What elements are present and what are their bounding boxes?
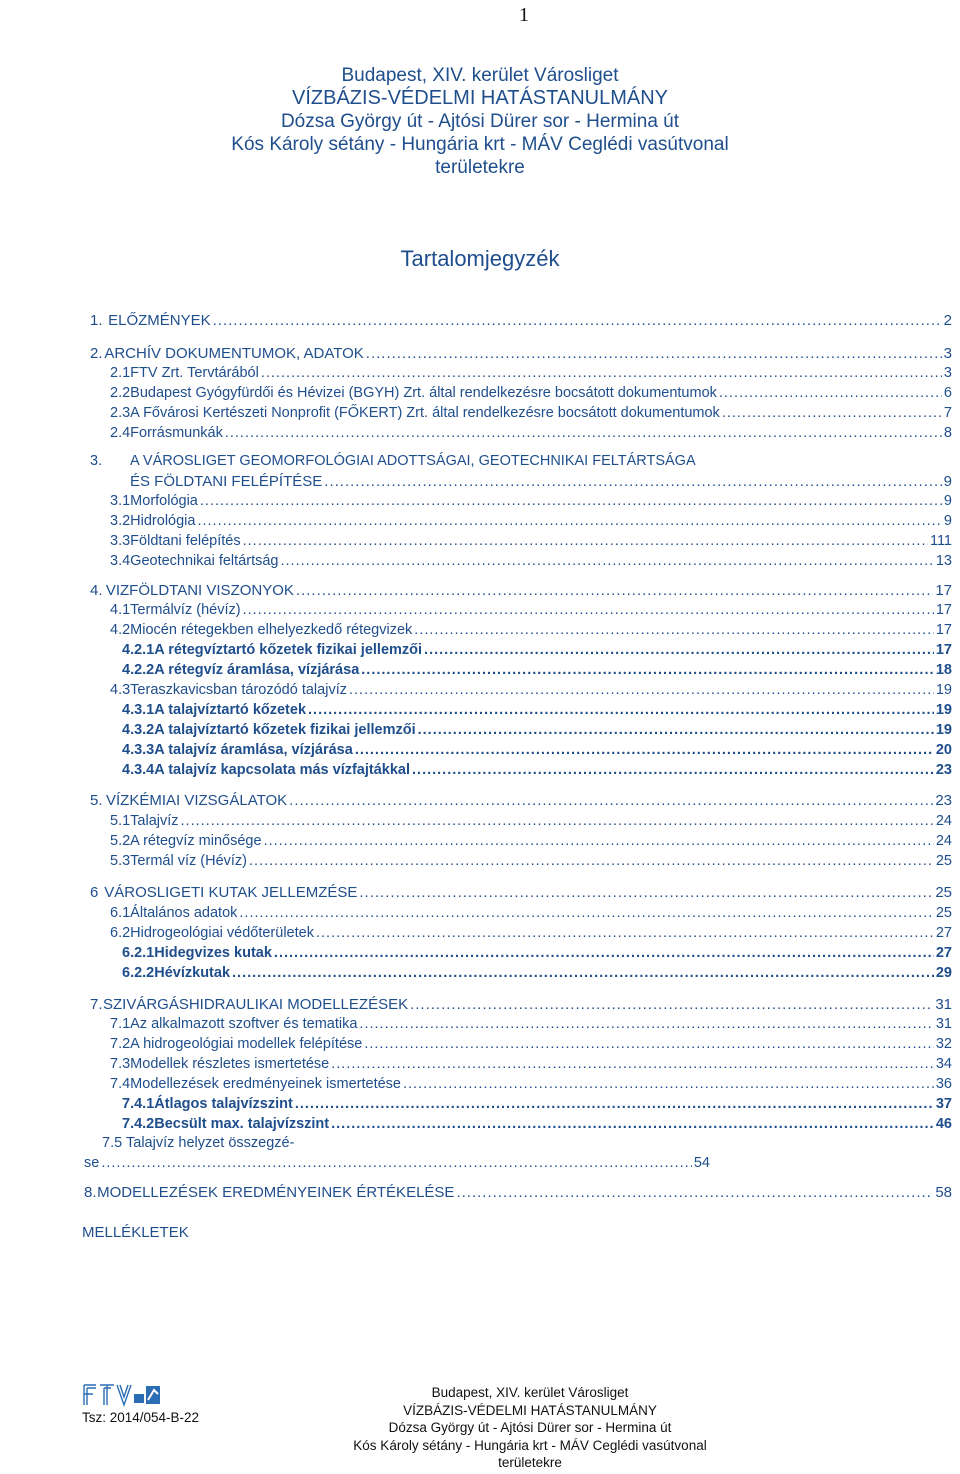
toc-entry-number: 5.1 <box>110 813 131 829</box>
toc-leader-dots <box>456 1184 933 1201</box>
toc-entry-text: A hidrogeológiai modellek felépítése <box>130 1036 363 1052</box>
toc-entry-number: 3.2 <box>110 513 131 529</box>
toc-entry-2-1[interactable] <box>110 365 952 385</box>
toc-entry-page: 31 <box>935 1016 952 1032</box>
toc-entry-text: Termál víz (Hévíz) <box>130 853 247 869</box>
toc-entry-number: 4.3 <box>110 682 131 698</box>
toc-entry-text: Általános adatok <box>130 905 238 921</box>
toc-leader-dots <box>361 662 934 678</box>
toc-entry-text: A talajvíz kapcsolata más vízfajtákkal <box>154 762 411 778</box>
toc-entry-number: 4.3.4 <box>122 762 155 778</box>
ftv-logo <box>82 1382 162 1408</box>
page-footer <box>0 1382 960 1474</box>
toc-entry-5[interactable] <box>90 792 952 812</box>
toc-entry-number: 5.3 <box>110 853 131 869</box>
toc-entry-number: 4.3.2 <box>122 722 155 738</box>
toc-entry-number: 6.1 <box>110 905 131 921</box>
toc-entry-number: 6.2 <box>110 925 131 941</box>
toc-entry-page: 31 <box>935 996 952 1013</box>
toc-entry-text: Modellek részletes ismertetése <box>130 1056 330 1072</box>
toc-entry-text: VIZFÖLDTANI VISZONYOK <box>105 582 294 599</box>
toc-entry-1[interactable] <box>90 312 952 332</box>
toc-entry-text: Teraszkavicsban tározódó talajvíz <box>130 682 347 698</box>
toc-entry-3-text[interactable]: A VÁROSLIGET GEOMORFOLÓGIAI ADOTTSÁGAI, GEOTECHNIKAI FELTÁRTSÁGA <box>130 453 696 469</box>
toc-entry-number: 5. <box>90 792 103 809</box>
toc-entry-4-1[interactable] <box>110 602 952 622</box>
toc-leader-dots <box>410 996 933 1013</box>
toc-leader-dots <box>101 1155 692 1171</box>
toc-entry-7-2[interactable] <box>110 1036 952 1056</box>
toc-entry-number: 7.1 <box>110 1016 131 1032</box>
toc-entry-3-3[interactable] <box>110 533 952 553</box>
toc-leader-dots <box>261 365 942 381</box>
toc-entry-3-4[interactable] <box>110 553 952 573</box>
toc-entry-page: 9 <box>943 473 952 490</box>
toc-entry-page: 3 <box>943 345 952 362</box>
toc-entry-number: 2.2 <box>110 385 131 401</box>
header-area-line2: Kós Károly sétány - Hungária krt - MÁV Ceglédi vasútvonal <box>231 134 729 155</box>
toc-entry-text: Termálvíz (hévíz) <box>130 602 241 618</box>
toc-entry-page: 25 <box>935 884 952 901</box>
toc-leader-dots <box>274 945 934 961</box>
toc-entry-text-continued: ÉS FÖLDTANI FELÉPÍTÉSE <box>130 473 323 490</box>
toc-entry-page: 17 <box>935 582 952 599</box>
toc-entry-7-3[interactable] <box>110 1056 952 1076</box>
toc-entry-page: 37 <box>935 1096 952 1112</box>
toc-entry-text: A talajvíztartó kőzetek fizikai jellemzői <box>154 722 416 738</box>
toc-leader-dots <box>296 582 933 599</box>
toc-leader-dots <box>349 682 934 698</box>
toc-leader-dots <box>200 493 942 509</box>
toc-entry-5-3[interactable] <box>110 853 952 873</box>
footer-line2: VÍZBÁZIS-VÉDELMI HATÁSTANULMÁNY <box>403 1402 657 1418</box>
toc-leader-dots <box>243 602 934 618</box>
footer-line4: Kós Károly sétány - Hungária krt - MÁV Ceglédi vasútvonal <box>353 1437 707 1453</box>
header-title: VÍZBÁZIS-VÉDELMI HATÁSTANULMÁNY <box>292 87 668 109</box>
toc-entry-page: 27 <box>935 925 952 941</box>
toc-entry-text: Modellezések eredményeinek ismertetése <box>130 1076 401 1092</box>
toc-entry-number: 3.3 <box>110 533 131 549</box>
toc-entry-7-5-text[interactable]: Talajvíz helyzet összegzé- <box>126 1135 295 1151</box>
toc-entry-number: 6 <box>90 884 99 901</box>
toc-entry-4-3[interactable] <box>110 682 952 702</box>
toc-entry-2-2[interactable] <box>110 385 952 405</box>
toc-entry-text: Budapest Gyógyfürdői és Hévizei (BGYH) Zrt. által rendelkezésre bocsátott dokumentumok <box>130 385 717 401</box>
toc-entry-page: 17 <box>935 642 952 658</box>
toc-entry-page: 3 <box>943 365 952 381</box>
toc-entry-number: 7.4 <box>110 1076 131 1092</box>
toc-entry-page: 2 <box>943 312 952 329</box>
toc-leader-dots <box>232 965 934 981</box>
toc-entry-page: 24 <box>935 833 952 849</box>
toc-entry-4-3-4[interactable] <box>122 762 952 782</box>
toc-entry-page: 23 <box>935 762 952 778</box>
toc-entry-text: SZIVÁRGÁSHIDRAULIKAI MODELLEZÉSEK <box>103 996 409 1013</box>
toc-entry-page: 19 <box>935 722 952 738</box>
toc-entry-page: 32 <box>935 1036 952 1052</box>
toc-entry-text: VÁROSLIGETI KUTAK JELLEMZÉSE <box>104 884 358 901</box>
toc-entry-4-3-3[interactable] <box>122 742 952 762</box>
toc-entry-page: 25 <box>935 853 952 869</box>
toc-entry-4-2[interactable] <box>110 622 952 642</box>
toc-entry-page: 19 <box>935 702 952 718</box>
toc-entry-text: VÍZKÉMIAI VIZSGÁLATOK <box>106 792 288 809</box>
toc-leader-dots <box>722 405 942 421</box>
footer-line5: területekre <box>498 1455 562 1470</box>
toc-entry-6[interactable] <box>90 884 952 904</box>
toc-entry-text: Forrásmunkák <box>130 425 223 441</box>
toc-entry-page: 36 <box>935 1076 952 1092</box>
toc-entry-3[interactable] <box>130 473 952 493</box>
toc-leader-dots <box>264 833 934 849</box>
toc-entry-number: 7.4.2 <box>122 1116 155 1132</box>
toc-entry-number: 8. <box>84 1184 97 1201</box>
toc-leader-dots <box>289 792 933 809</box>
toc-leader-dots <box>366 345 942 362</box>
toc-leader-dots <box>316 925 934 941</box>
toc-entry-page: 7 <box>943 405 952 421</box>
toc-entry-number: 3.4 <box>110 553 131 569</box>
toc-entry-7-4-1[interactable] <box>122 1096 952 1116</box>
toc-entry-page: 9 <box>943 493 952 509</box>
toc-entry-3-1[interactable] <box>110 493 952 513</box>
toc-entry-page: 20 <box>935 742 952 758</box>
project-number: Tsz: 2014/054-B-22 <box>82 1410 200 1425</box>
toc-entry-page: 13 <box>935 553 952 569</box>
toc-entry-page: 9 <box>943 513 952 529</box>
toc-leader-dots <box>197 513 941 529</box>
toc-entry-8[interactable] <box>84 1184 952 1204</box>
toc-entry-number: 2. <box>90 345 103 362</box>
toc-leader-dots <box>331 1116 934 1132</box>
toc-entry-7-5-number: 7.5 <box>102 1135 123 1151</box>
toc-leader-dots <box>719 385 942 401</box>
toc-entry-text: Az alkalmazott szoftver és tematika <box>130 1016 358 1032</box>
toc-entry-page: 18 <box>935 662 952 678</box>
toc-leader-dots <box>355 742 934 758</box>
toc-entry-text: Miocén rétegekben elhelyezkedő rétegvizek <box>130 622 413 638</box>
toc-entry-7-4-2[interactable] <box>122 1116 952 1136</box>
footer-address <box>300 1384 760 1472</box>
toc-entry-5-2[interactable] <box>110 833 952 853</box>
toc-entry-text: Becsült max. talajvízszint <box>154 1116 330 1132</box>
toc-entry-page: 34 <box>935 1056 952 1072</box>
toc-leader-dots <box>295 1096 934 1112</box>
toc-entry-text: ARCHÍV DOKUMENTUMOK, ADATOK <box>104 345 364 362</box>
toc-entry-text-continued: se <box>84 1155 100 1171</box>
toc-entry-number: 7.3 <box>110 1056 131 1072</box>
toc-entry-page: 58 <box>935 1184 952 1201</box>
header-area-line3: területekre <box>435 157 525 178</box>
toc-entry-page: 54 <box>693 1155 710 1171</box>
toc-entry-text: MODELLEZÉSEK EREDMÉNYEINEK ÉRTÉKELÉSE <box>97 1184 455 1201</box>
toc-entry-page: 27 <box>935 945 952 961</box>
toc-entry-text: Hévízkutak <box>154 965 231 981</box>
toc-entry-page: 17 <box>935 622 952 638</box>
toc-entry-page: 46 <box>935 1116 952 1132</box>
toc-entry-page: 24 <box>935 813 952 829</box>
toc-entry-4-3-2[interactable] <box>122 722 952 742</box>
toc-leader-dots <box>213 312 942 329</box>
toc-leader-dots <box>280 553 933 569</box>
toc-entry-text: ELŐZMÉNYEK <box>108 312 211 329</box>
toc-entry-number: 6.2.2 <box>122 965 155 981</box>
toc-entry-3-2[interactable] <box>110 513 952 533</box>
toc-entry-text: Geotechnikai feltártság <box>130 553 279 569</box>
toc-entry-number: 4.2 <box>110 622 131 638</box>
toc-entry-number: 7. <box>90 996 103 1013</box>
toc-entry-number: 4.1 <box>110 602 131 618</box>
toc-entry-text: A Fővárosi Kertészeti Nonprofit (FŐKERT) Zrt. által rendelkezésre bocsátott dokumentumok <box>130 405 720 421</box>
toc-entry-number: 4.2.1 <box>122 642 155 658</box>
toc-entry-3-number: 3. <box>90 453 103 469</box>
toc-entry-text: Átlagos talajvízszint <box>154 1096 293 1112</box>
toc-entry-text: Morfológia <box>130 493 198 509</box>
toc-leader-dots <box>324 473 941 490</box>
toc-entry-6-2-1[interactable] <box>122 945 952 965</box>
toc-entry-4-2-1[interactable] <box>122 642 952 662</box>
toc-leader-dots <box>249 853 934 869</box>
toc-leader-dots <box>414 622 934 638</box>
toc-leader-dots <box>181 813 934 829</box>
toc-entry-page: 8 <box>943 425 952 441</box>
appendices-label: MELLÉKLETEK <box>82 1224 189 1241</box>
toc-entry-text: A rétegvíz minősége <box>130 833 262 849</box>
toc-entry-number: 7.2 <box>110 1036 131 1052</box>
toc-entry-7-4[interactable] <box>110 1076 952 1096</box>
toc-entry-text: A talajvíztartó kőzetek <box>154 702 307 718</box>
header-location: Budapest, XIV. kerület Városliget <box>341 65 619 86</box>
toc-leader-dots <box>418 722 934 738</box>
toc-leader-dots <box>331 1056 934 1072</box>
toc-entry-text: Hidegvizes kutak <box>154 945 272 961</box>
toc-entry-text: Földtani felépítés <box>130 533 241 549</box>
toc-entry-7-1[interactable] <box>110 1016 952 1036</box>
toc-leader-dots <box>359 884 933 901</box>
toc-entry-6-2[interactable] <box>110 925 952 945</box>
toc-entry-text: Hidrológia <box>130 513 196 529</box>
toc-leader-dots <box>364 1036 934 1052</box>
toc-leader-dots <box>308 702 934 718</box>
footer-line3: Dózsa György út - Ajtósi Dürer sor - Hermina út <box>388 1420 672 1435</box>
toc-entry-4[interactable] <box>90 582 952 602</box>
toc-entry-text: A rétegvíztartó kőzetek fizikai jellemzői <box>154 642 423 658</box>
toc-leader-dots <box>359 1016 933 1032</box>
toc-entry-page: 19 <box>935 682 952 698</box>
toc-leader-dots <box>403 1076 934 1092</box>
toc-entry-number: 1. <box>90 312 103 329</box>
toc-entry-number: 4.2.2 <box>122 662 155 678</box>
toc-leader-dots <box>424 642 934 658</box>
toc-title: Tartalomjegyzék <box>400 246 560 271</box>
toc-entry-page: 25 <box>935 905 952 921</box>
toc-entry-page: 6 <box>943 385 952 401</box>
toc-leader-dots <box>243 533 928 549</box>
toc-leader-dots <box>412 762 934 778</box>
toc-entry-7[interactable] <box>90 996 952 1016</box>
toc-entry-6-2-2[interactable] <box>122 965 952 985</box>
toc-entry-6-1[interactable] <box>110 905 952 925</box>
toc-entry-2-4[interactable] <box>110 425 952 445</box>
toc-entry-number: 4. <box>90 582 103 599</box>
toc-leader-dots <box>239 905 933 921</box>
toc-entry-number: 5.2 <box>110 833 131 849</box>
toc-leader-dots <box>225 425 942 441</box>
toc-entry-number: 4.3.3 <box>122 742 155 758</box>
toc-entry-page: 23 <box>935 792 952 809</box>
toc-entry-number: 4.3.1 <box>122 702 155 718</box>
toc-entry-text: Talajvíz <box>130 813 179 829</box>
toc-entry-text: Hidrogeológiai védőterületek <box>130 925 314 941</box>
toc-entry-text: A talajvíz áramlása, vízjárása <box>154 742 353 758</box>
toc-entry-text: A rétegvíz áramlása, vízjárása <box>154 662 360 678</box>
header-area-line1: Dózsa György út - Ajtósi Dürer sor - Hermina út <box>280 111 680 132</box>
toc-entry-2[interactable] <box>90 345 952 365</box>
toc-entry-page: 29 <box>935 965 952 981</box>
toc-entry-2-3[interactable] <box>110 405 952 425</box>
toc-entry-number: 2.1 <box>110 365 131 381</box>
toc-entry-7-5[interactable] <box>84 1155 710 1175</box>
toc-entry-5-1[interactable] <box>110 813 952 833</box>
toc-entry-number: 6.2.1 <box>122 945 155 961</box>
toc-entry-number: 7.4.1 <box>122 1096 155 1112</box>
toc-entry-page: 111 <box>929 533 952 549</box>
toc-entry-4-2-2[interactable] <box>122 662 952 682</box>
toc-entry-4-3-1[interactable] <box>122 702 952 722</box>
toc-entry-number: 3.1 <box>110 493 131 509</box>
toc-entry-number: 2.3 <box>110 405 131 421</box>
toc-entry-text: FTV Zrt. Tervtárából <box>130 365 259 381</box>
toc-entry-number: 2.4 <box>110 425 131 441</box>
page-number: 1 <box>519 4 529 26</box>
footer-line1: Budapest, XIV. kerület Városliget <box>431 1385 629 1400</box>
toc-entry-page: 17 <box>935 602 952 618</box>
